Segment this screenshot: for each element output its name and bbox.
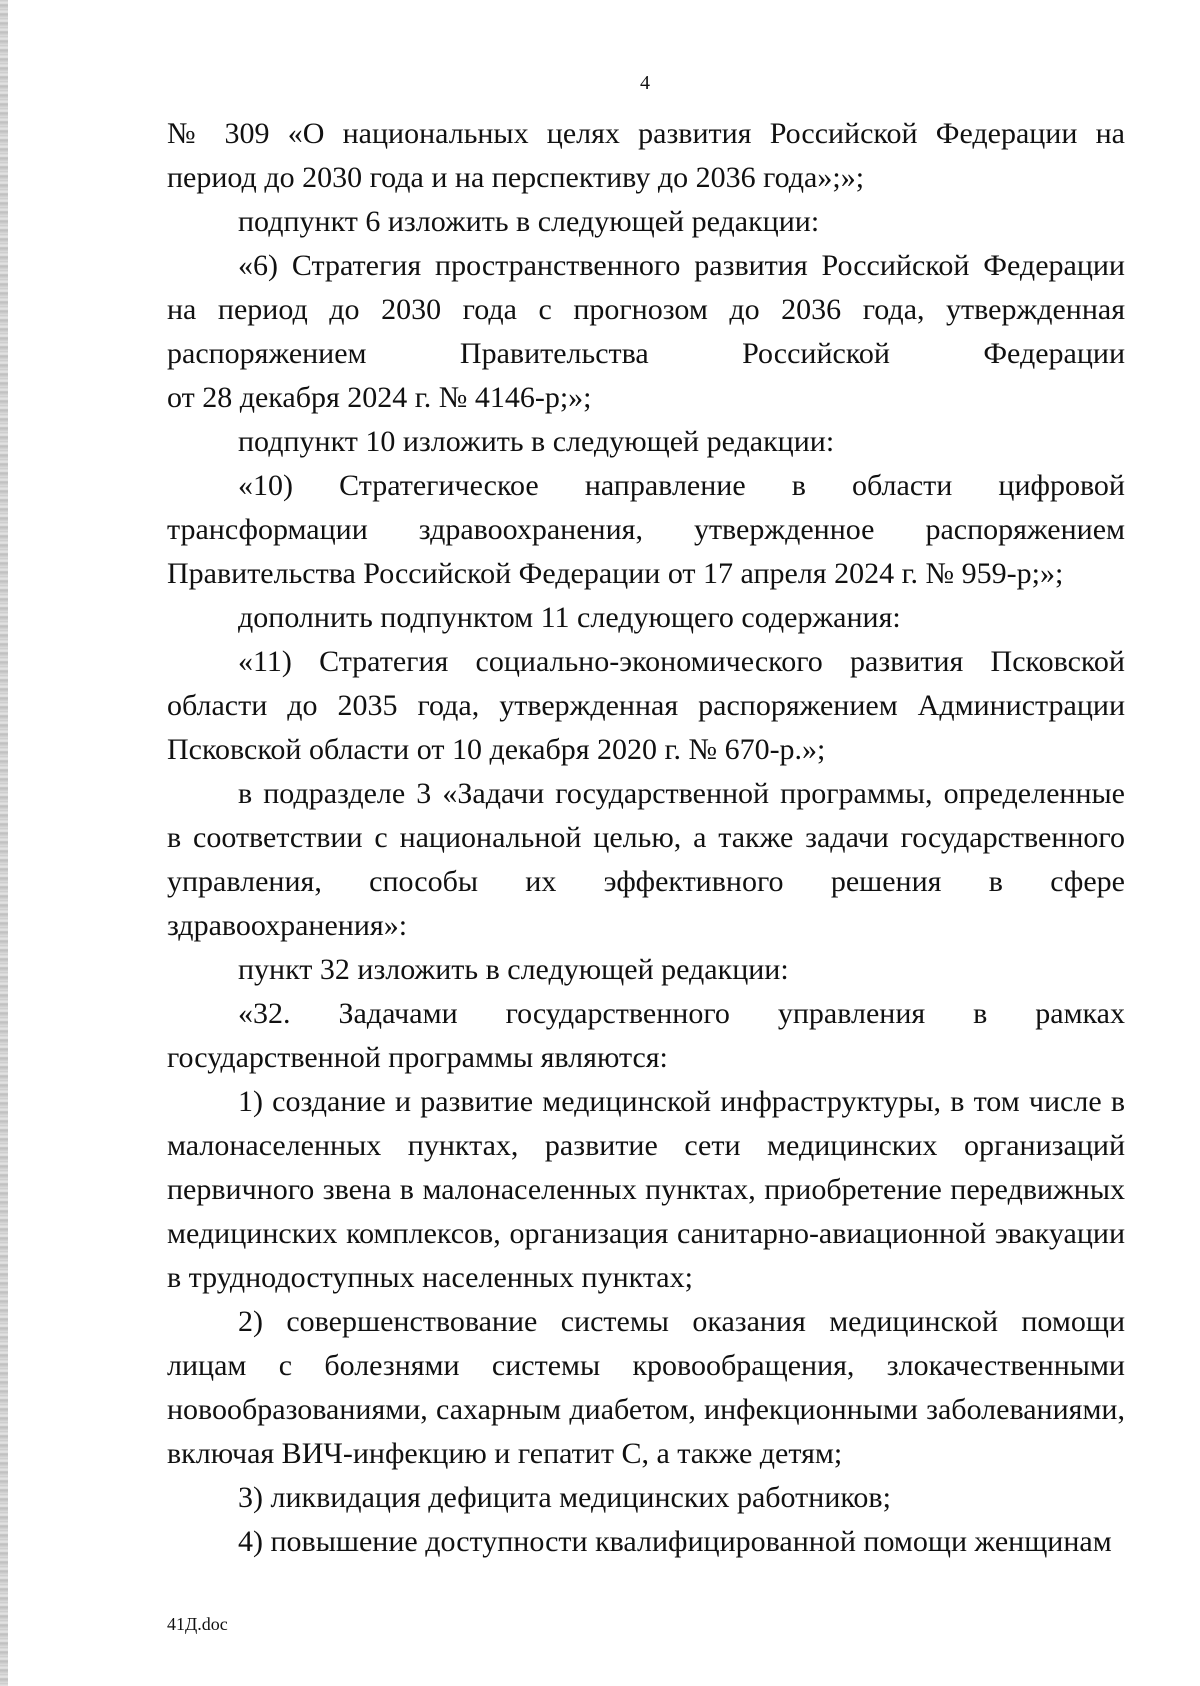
- paragraph: 4) повышение доступности квалифицированной помощи женщинам: [238, 1525, 1112, 1558]
- page-number: 4: [640, 72, 650, 94]
- footer-filename: 41Д.doc: [167, 1614, 228, 1634]
- paragraph: 3) ликвидация дефицита медицинских работников;: [238, 1481, 891, 1514]
- paragraph: «10) Стратегическое направление в области цифровой трансформации здравоохранения, утвержденное распоряжением Правительства Российской Федерации от 17 апреля 2024 г. № 959-р;»;: [167, 469, 1125, 590]
- paragraph: от 28 декабря 2024 г. № 4146-р;»;: [167, 381, 592, 414]
- paragraph: пункт 32 изложить в следующей редакции:: [238, 953, 789, 986]
- scan-edge: [0, 0, 8, 1686]
- paragraph: «11) Стратегия социально-экономического развития Псковской области до 2035 года, утвержденная распоряжением Администрации Псковской области от 10 декабря 2020 г. № 670-р.»;: [167, 645, 1125, 766]
- paragraph: «6) Стратегия пространственного развития Российской Федерации на период до 2030 года с прогнозом до 2036 года, утвержденная распоряжением Правительства Российской Федерации: [167, 249, 1125, 370]
- paragraph: 2) совершенствование системы оказания медицинской помощи лицам с болезнями системы кровообращения, злокачественными новообразованиями, сахарным диабетом, инфекционными заболеваниями, включая ВИЧ-инфекцию и гепатит С, а также детям;: [167, 1305, 1125, 1470]
- paragraph: 1) создание и развитие медицинской инфраструктуры, в том числе в малонаселенных пунктах, развитие сети медицинских организаций первичного звена в малонаселенных пунктах, приобретение передвижных медицинских комплексов, организация санитарно-авиационной эвакуации в труднодоступных населенных пунктах;: [167, 1085, 1125, 1294]
- document-body: [167, 112, 1125, 1564]
- paragraph: подпункт 10 изложить в следующей редакции:: [238, 425, 835, 458]
- paragraph: № 309 «О национальных целях развития Российской Федерации на период до 2030 года и на перспективу до 2036 года»;»;: [167, 117, 1125, 194]
- paragraph: подпункт 6 изложить в следующей редакции:: [238, 205, 820, 238]
- paragraph: дополнить подпунктом 11 следующего содержания:: [238, 601, 901, 634]
- paragraph: «32. Задачами государственного управления в рамках государственной программы являются:: [167, 997, 1125, 1074]
- paragraph: в подразделе 3 «Задачи государственной программы, определенные в соответствии с национальной целью, а также задачи государственного управления, способы их эффективного решения в сфере здравоохранения»:: [167, 777, 1125, 942]
